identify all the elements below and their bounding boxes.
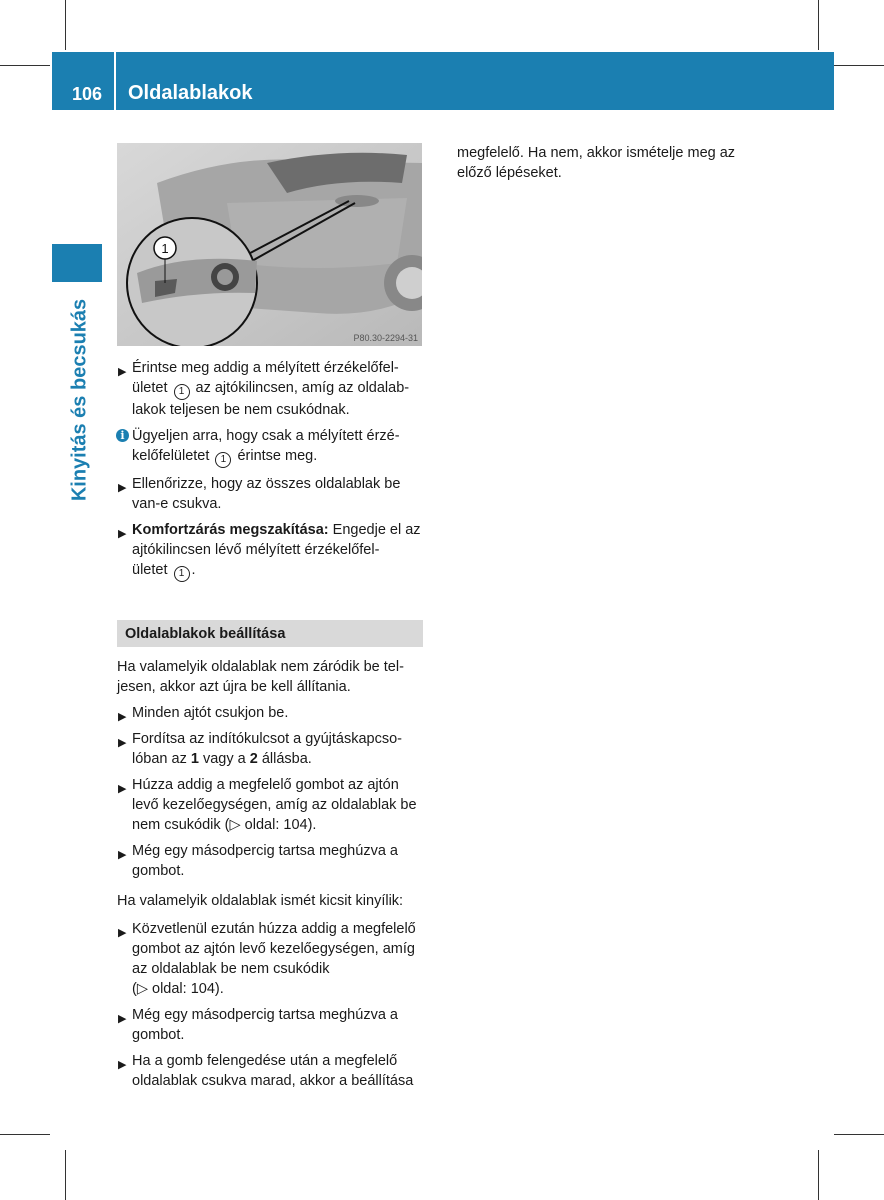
- step-text: Még egy másodpercig tartsa meghúzva a gombot.: [132, 1007, 398, 1043]
- crop-mark: [834, 1134, 884, 1135]
- step-text: az ajtókilincsen, amíg az oldalab- lakok teljesen be nem csukódnak.: [132, 380, 410, 418]
- bullet-arrow-icon: ▶: [118, 927, 127, 939]
- step-text: állásba.: [257, 751, 312, 767]
- callout-ref: 1: [174, 384, 190, 400]
- section-heading: Oldalablakok beállítása: [117, 620, 423, 647]
- list-item: [117, 919, 423, 999]
- step-text: .: [191, 562, 196, 578]
- step-text: Fordítsa az indítókulcsot a gyújtáskapcso- lóban az: [132, 731, 402, 767]
- step-text: Minden ajtót csukjon be.: [132, 705, 289, 721]
- note-text: Ügyeljen arra, hogy csak a mélyített érzé- kelőfelületet: [132, 428, 400, 464]
- crop-mark: [0, 1134, 50, 1135]
- list-item: [117, 703, 423, 723]
- list-item: [117, 841, 423, 881]
- intro-paragraph: Ha valamelyik oldalablak ismét kicsit kinyílik:: [117, 893, 404, 909]
- crop-mark: [818, 0, 819, 50]
- callout-ref: 1: [174, 566, 190, 582]
- bullet-arrow-icon: ▶: [118, 1013, 127, 1025]
- bullet-arrow-icon: ▶: [118, 1059, 127, 1071]
- figure-callout: 1: [161, 241, 169, 256]
- bullet-arrow-icon: ▶: [118, 482, 127, 494]
- step-text: Érintse meg addig a mélyített érzékelőfel- ületet: [132, 360, 399, 396]
- list-item: [117, 775, 423, 835]
- list-item: [117, 729, 423, 769]
- info-icon: i: [116, 429, 129, 442]
- step-bold-label: Komfortzárás megszakítása:: [132, 522, 329, 538]
- crop-mark: [65, 0, 66, 50]
- chapter-title-vertical: Kinyitás és becsukás: [68, 298, 91, 502]
- car-door-drawing: [117, 143, 422, 346]
- list-item: [117, 358, 423, 420]
- header-separator: [114, 52, 116, 110]
- step-text: Ha a gomb felengedése után a megfelelő oldalablak csukva marad, akkor a beállítása: [132, 1053, 414, 1089]
- page-number: 106: [72, 84, 103, 104]
- crop-mark: [0, 65, 50, 66]
- step-text: Húzza addig a megfelelő gombot az ajtón levő kezelőegységen, amíg az oldalablak be nem csukódik (▷ oldal: 104).: [132, 777, 417, 833]
- page-title: Oldalablakok: [128, 82, 253, 104]
- list-item: [117, 1051, 423, 1091]
- list-item: [117, 1005, 423, 1045]
- door-handle-illustration: [117, 143, 422, 346]
- list-item: [117, 520, 423, 582]
- info-note: [117, 426, 423, 468]
- position-number: 1: [190, 751, 199, 767]
- section-tab: [52, 244, 102, 282]
- step-text: Ellenőrizze, hogy az összes oldalablak be van-e csukva.: [132, 476, 401, 512]
- bullet-arrow-icon: ▶: [118, 737, 127, 749]
- position-number: 2: [249, 751, 258, 767]
- note-text: érintse meg.: [233, 448, 318, 464]
- crop-mark: [65, 1150, 66, 1200]
- bullet-arrow-icon: ▶: [118, 711, 127, 723]
- crop-mark: [818, 1150, 819, 1200]
- bullet-arrow-icon: ▶: [118, 528, 127, 540]
- bullet-arrow-icon: ▶: [118, 783, 127, 795]
- crop-mark: [834, 65, 884, 66]
- figure-code: P80.30-2294-31: [353, 333, 418, 343]
- bullet-arrow-icon: ▶: [118, 849, 127, 861]
- step-text: Még egy másodpercig tartsa meghúzva a gombot.: [132, 843, 398, 879]
- list-item: [117, 474, 423, 514]
- step-text: vagy a: [198, 751, 250, 767]
- continuation-text: megfelelő. Ha nem, akkor ismételje meg az előző lépéseket.: [457, 145, 736, 181]
- right-column: [457, 143, 757, 189]
- step-text: Engedje el az ajtókilincsen lévő mélyített érzékelőfel- ületet: [132, 522, 421, 578]
- bullet-arrow-icon: ▶: [118, 366, 127, 378]
- callout-ref: 1: [215, 452, 231, 468]
- step-text: Közvetlenül ezután húzza addig a megfelelő gombot az ajtón levő kezelőegységen, amíg az oldalablak be nem csukódik (▷ oldal: 104).: [132, 921, 416, 997]
- intro-paragraph: Ha valamelyik oldalablak nem záródik be tel- jesen, akkor azt újra be kell állítania.: [117, 659, 404, 695]
- left-column: [117, 358, 423, 1097]
